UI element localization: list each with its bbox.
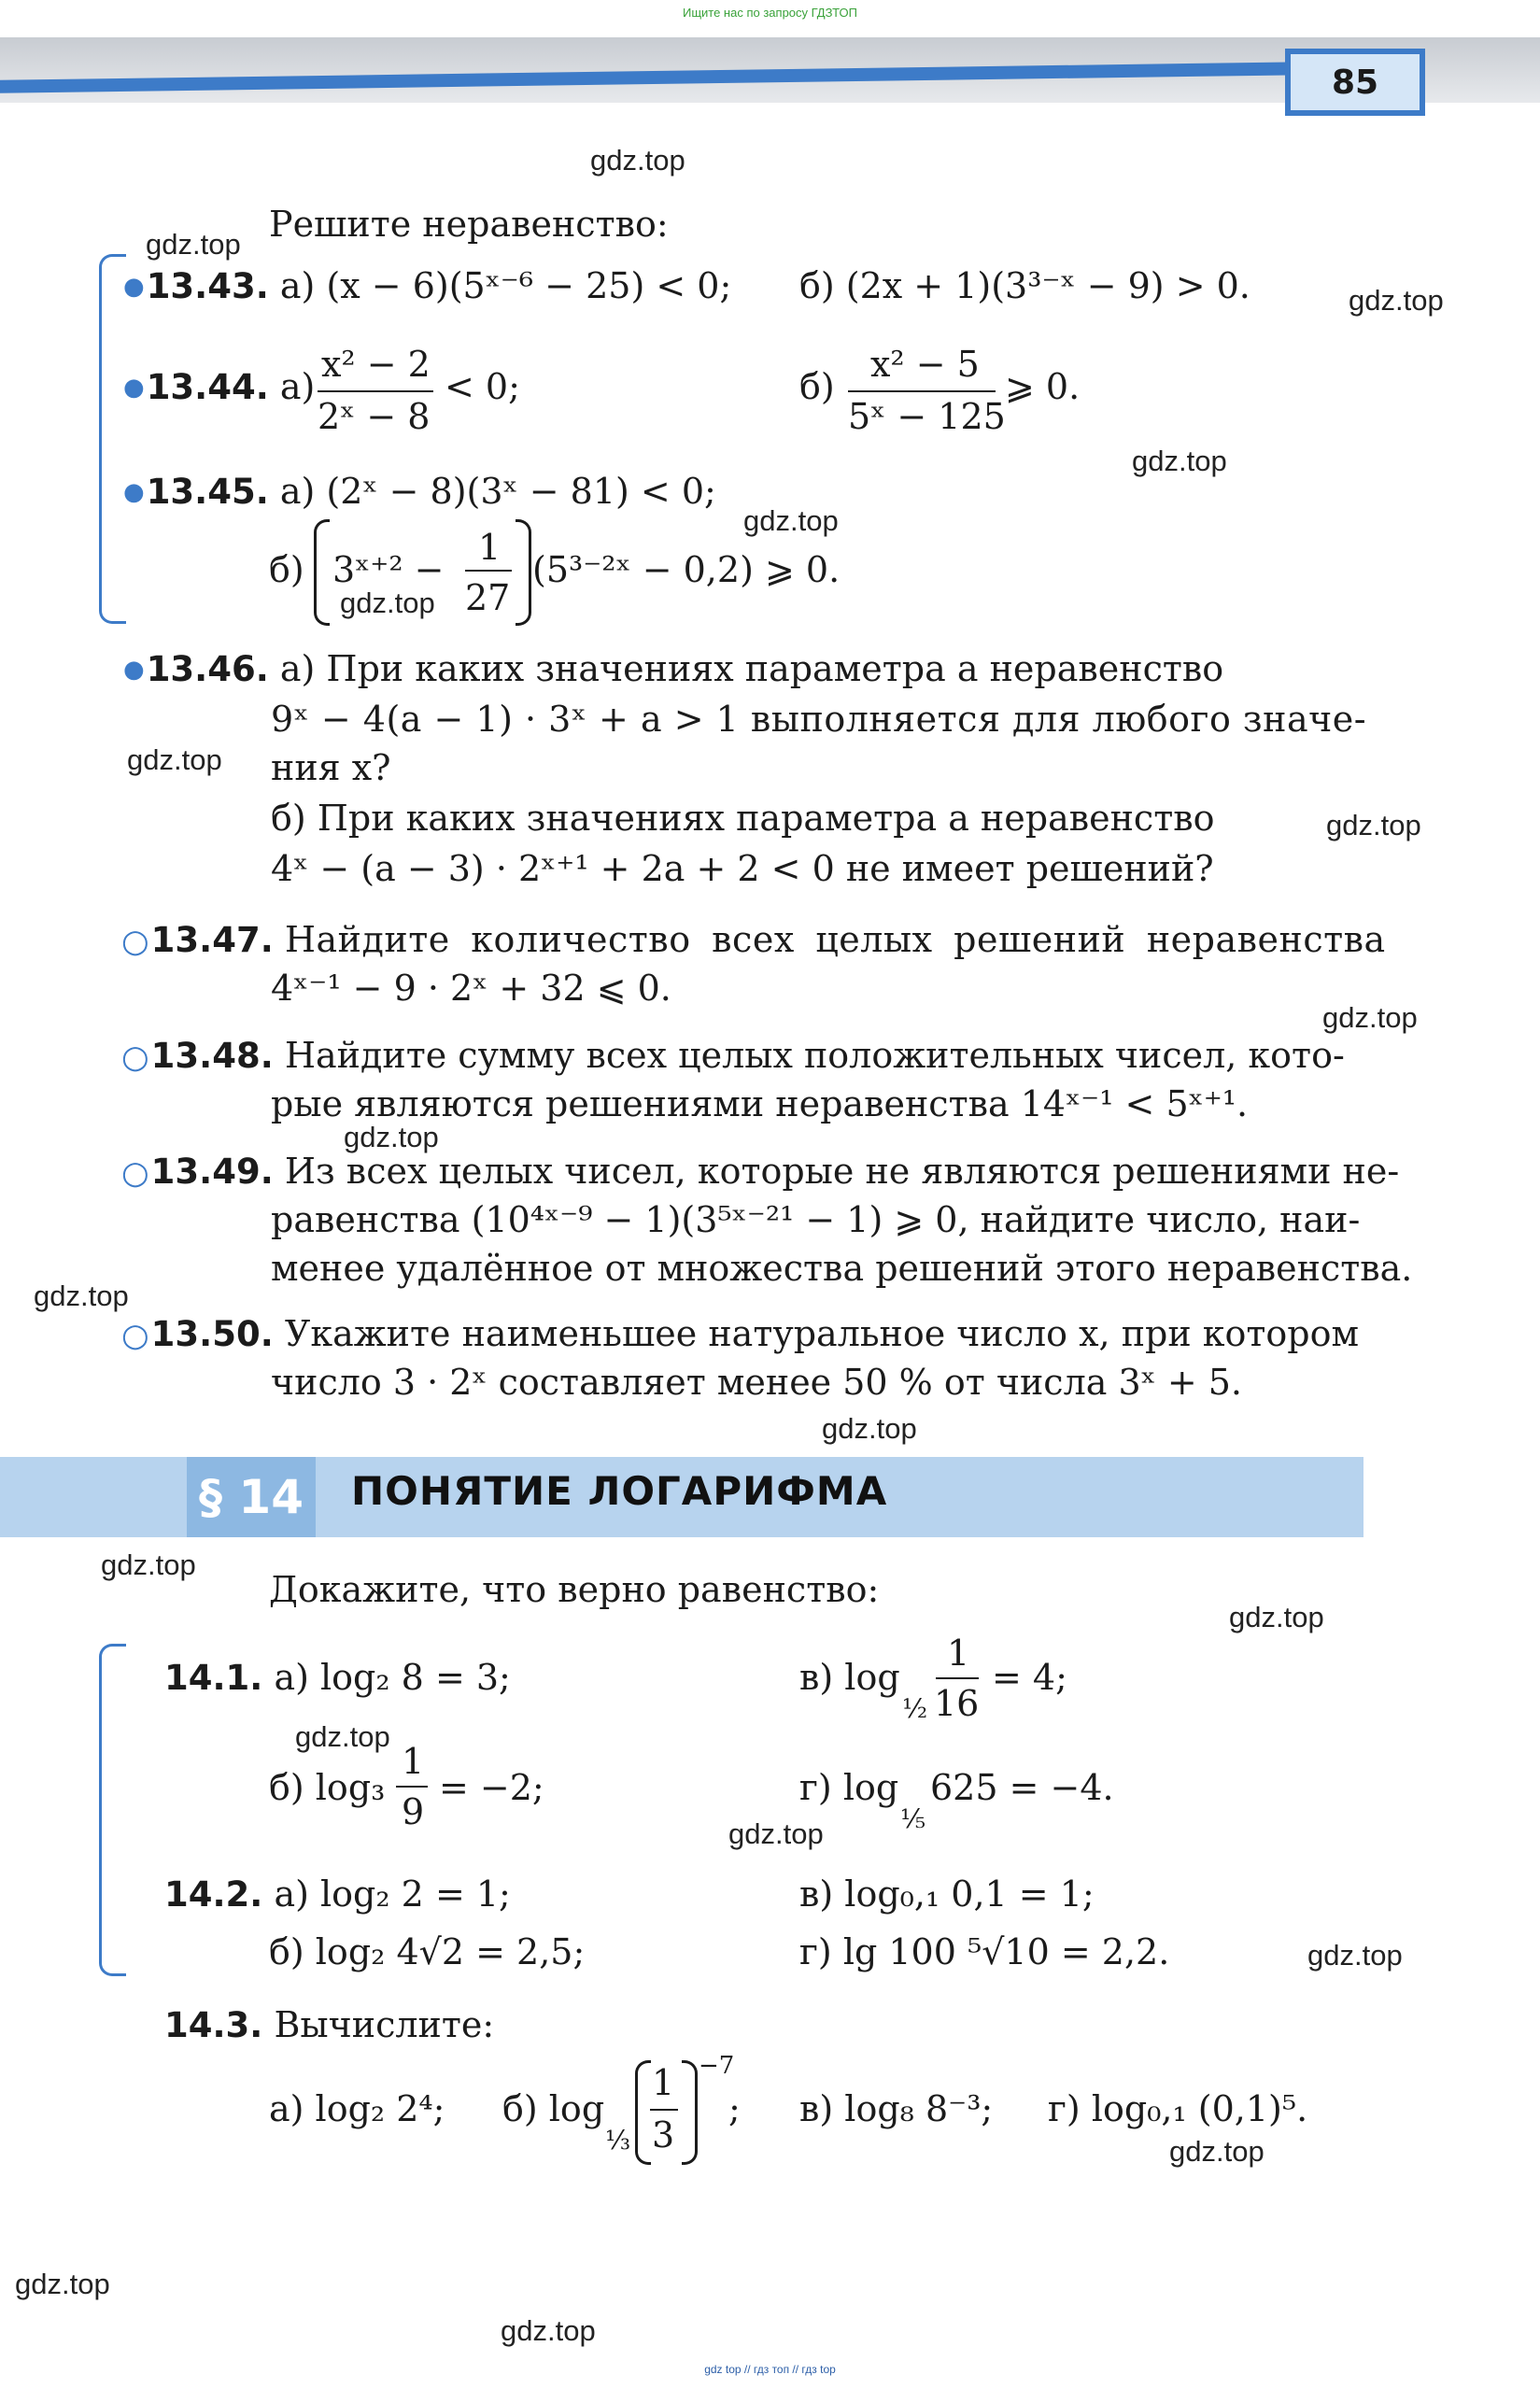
watermark: gdz.top [1322, 1001, 1418, 1034]
watermark: gdz.top [822, 1412, 917, 1445]
problem-number: ● 13.43. [123, 266, 269, 306]
problem-number: 14.1. [164, 1658, 263, 1698]
problem-number: ○ 13.50. [121, 1314, 274, 1354]
part-a-tail: < 0; [445, 366, 520, 407]
watermark: gdz.top [1229, 1601, 1324, 1633]
fraction-denominator: 9 [402, 1791, 425, 1832]
fraction-denominator: 16 [934, 1683, 980, 1724]
fraction-numerator: x² − 2 [321, 344, 431, 385]
part-g: г) lg 100 ⁵√10 = 2,2. [799, 1931, 1170, 1972]
problem-13-50 [121, 1309, 1359, 1360]
problem-13-45 [123, 467, 716, 520]
part-a: а) log₂ 2⁴; [269, 2088, 445, 2129]
part-g: г) log₀,₁ (0,1)⁵. [1048, 2088, 1308, 2129]
part-b-label: б) log₃ [269, 1767, 386, 1808]
watermark: gdz.top [1349, 284, 1444, 317]
instruction: Решите неравенство: [269, 204, 669, 245]
instruction: Докажите, что верно равенство: [269, 1569, 880, 1610]
problem-13-44 [123, 362, 315, 416]
exponent: −7 [699, 2052, 735, 2080]
watermark: gdz.top [590, 144, 685, 177]
text-line: 9ˣ − 4(a − 1) · 3ˣ + a > 1 выполняется для любого значе- [271, 699, 1367, 740]
part-a: а) (x − 6)(5ˣ⁻⁶ − 25) < 0; [279, 265, 732, 306]
fraction-denominator: 3 [652, 2114, 675, 2156]
problem-13-47 [121, 915, 1386, 966]
problem-number: ● 13.46. [123, 649, 269, 689]
problem-14-3 [164, 2000, 494, 2050]
part-g-label: г) log [799, 1767, 899, 1808]
text-line: а) При каких значениях параметра a неравенство [279, 648, 1224, 689]
watermark: gdz.top [34, 1279, 129, 1312]
paren-left [635, 2060, 651, 2165]
log-base: ⅕ [900, 1803, 926, 1834]
paren-expression: 3ˣ⁺² − [332, 549, 445, 590]
part-b-label: б) [799, 366, 835, 407]
page-number: 85 [1285, 49, 1425, 116]
text-line: равенства (10⁴ˣ⁻⁹ − 1)(3⁵ˣ⁻²¹ − 1) ⩾ 0, найдите число, наи- [271, 1199, 1361, 1240]
problem-number: ○ 13.48. [121, 1036, 274, 1076]
part-a-label: а) [279, 366, 316, 407]
fraction-denominator: 2ˣ − 8 [318, 396, 431, 437]
group-bracket [99, 254, 126, 624]
watermark: gdz.top [146, 228, 241, 261]
problem-number: 14.2. [164, 1874, 263, 1915]
text-line: рые являются решениями неравенства 14ˣ⁻¹ < 5ˣ⁺¹. [271, 1083, 1249, 1124]
watermark: gdz.top [340, 587, 435, 619]
watermark: gdz.top [1307, 1939, 1403, 1972]
part-a: а) (2ˣ − 8)(3ˣ − 81) < 0; [279, 471, 716, 512]
watermark: gdz.top [101, 1548, 196, 1581]
problem-number: ● 13.45. [123, 472, 269, 512]
fraction-bar [465, 570, 512, 572]
watermark: gdz.top [1132, 445, 1227, 477]
fraction-numerator: 1 [402, 1741, 425, 1782]
text-line: Найдите сумму всех целых положительных чисел, кото- [284, 1035, 1345, 1076]
fraction-denominator: 27 [465, 577, 511, 618]
paren-right [516, 519, 531, 626]
fraction-numerator: 1 [947, 1633, 970, 1674]
part-v: в) log₈ 8⁻³; [799, 2088, 994, 2129]
problem-13-49 [121, 1147, 1399, 1197]
watermark: gdz.top [1326, 809, 1421, 841]
fraction-numerator: x² − 5 [870, 344, 980, 385]
part-a: а) log₂ 8 = 3; [274, 1657, 511, 1698]
paren-left [314, 519, 330, 626]
text-line: 4ˣ − (a − 3) · 2ˣ⁺¹ + 2a + 2 < 0 не имеет решений? [271, 848, 1214, 889]
part-a: а) log₂ 2 = 1; [274, 1873, 511, 1915]
text-line: менее удалённое от множества решений этого неравенства. [271, 1248, 1413, 1289]
watermark: gdz.top [728, 1817, 824, 1850]
part-b-label: б) [269, 549, 304, 590]
top-note: Ищите нас по запросу ГДЗТОП [682, 6, 857, 20]
part-b-tail: ; [728, 2088, 741, 2129]
watermark: gdz.top [295, 1720, 390, 1753]
log-base: ⅓ [605, 2125, 631, 2156]
bottom-note: gdz top // гдз топ // гдз top [704, 2363, 836, 2376]
problem-14-1 [164, 1653, 511, 1703]
section-title: ПОНЯТИЕ ЛОГАРИФМА [351, 1468, 888, 1514]
problem-number: ○ 13.49. [121, 1152, 274, 1192]
part-g-tail: 625 = −4. [930, 1767, 1114, 1808]
watermark: gdz.top [127, 743, 222, 776]
part-v-label: в) log [799, 1657, 900, 1698]
problem-13-48 [121, 1031, 1345, 1081]
problem-number: 14.3. [164, 2005, 263, 2045]
text-line: Укажите наименьшее натуральное число x, при котором [284, 1313, 1360, 1354]
watermark: gdz.top [501, 2314, 596, 2347]
text-line: Найдите количество всех целых решений неравенства [284, 919, 1386, 960]
problem-13-43 [123, 262, 731, 315]
instruction: Вычислите: [274, 2004, 495, 2045]
watermark: gdz.top [1169, 2135, 1264, 2168]
problem-13-46 [123, 644, 1223, 698]
text-line: Из всех целых чисел, которые не являются решениями не- [284, 1151, 1400, 1192]
fraction-numerator: 1 [478, 527, 502, 568]
text-line: 4ˣ⁻¹ − 9 · 2ˣ + 32 ⩽ 0. [271, 968, 671, 1009]
watermark: gdz.top [15, 2268, 110, 2300]
part-b: б) (2x + 1)(3³⁻ˣ − 9) > 0. [799, 265, 1250, 306]
fraction-denominator: 5ˣ − 125 [848, 396, 1006, 437]
part-v-tail: = 4; [992, 1657, 1067, 1698]
problem-14-2 [164, 1870, 511, 1919]
part-v: в) log₀,₁ 0,1 = 1; [799, 1873, 1095, 1915]
watermark: gdz.top [743, 504, 839, 537]
section-number: § 14 [187, 1457, 316, 1537]
log-base: ½ [902, 1693, 928, 1724]
part-b-tail: = −2; [439, 1767, 544, 1808]
part-b-label: б) log [502, 2088, 605, 2129]
text-line: ния x? [271, 747, 391, 788]
part-b-tail: (5³⁻²ˣ − 0,2) ⩾ 0. [532, 549, 841, 590]
group-bracket [99, 1644, 126, 1976]
fraction-numerator: 1 [652, 2062, 675, 2103]
watermark: gdz.top [344, 1121, 439, 1153]
part-b: б) log₂ 4√2 = 2,5; [269, 1931, 586, 1972]
text-line: б) При каких значениях параметра a неравенство [271, 798, 1215, 839]
paren-right [682, 2060, 698, 2165]
problem-number: ○ 13.47. [121, 920, 274, 960]
problem-number: ● 13.44. [123, 367, 269, 407]
text-line: число 3 · 2ˣ составляет менее 50 % от числа 3ˣ + 5. [271, 1362, 1242, 1403]
part-b-tail: ⩾ 0. [1005, 366, 1081, 407]
